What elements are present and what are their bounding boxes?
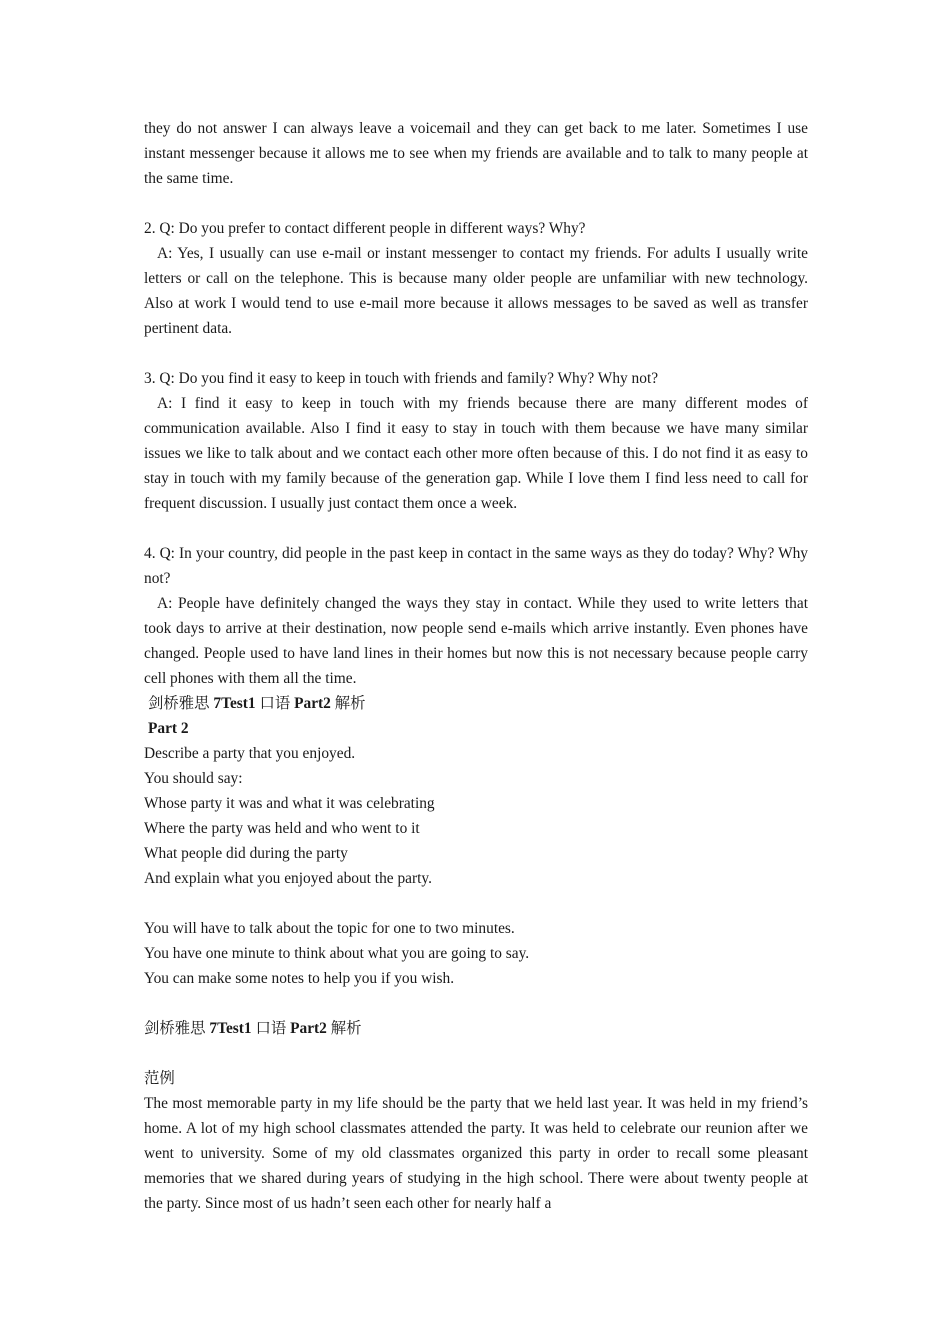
section-heading [144,691,808,716]
spacer [144,991,808,1016]
part2-instruction: You will have to talk about the topic for one to two minutes. [144,920,515,937]
q2-answer: A: Yes, I usually can use e-mail or instant messenger to contact my friends. For adults I usually write letters or call on the telephone. This is because many older people are unfamiliar with new technology. Also at work I would tend to use e-mail more because it allows messages to be saved as well as transfer pertinent data. [144,245,808,337]
heading-middle: 口语 [255,695,295,712]
heading-suffix: 解析 [330,695,366,712]
heading-prefix: 剑桥雅思 [144,1020,210,1037]
q4-answer: A: People have definitely changed the ways they stay in contact. While they used to write letters that took days to arrive at their destination, now people send e-mails which arrive instantly. Even phones have changed. People used to have land lines in their homes but now this is not necessary because people carry cell phones with them all the time. [144,595,808,687]
heading-middle: 口语 [251,1020,291,1037]
spacer [144,516,808,541]
part2-instruction: You can make some notes to help you if you wish. [144,970,455,987]
q2-question: 2. Q: Do you prefer to contact different people in different ways? Why? [144,220,586,237]
section-heading-repeat [144,1016,808,1041]
document-page [144,116,808,1216]
heading-bold-test: 7Test1 [209,1020,252,1037]
heading-bold-part: Part2 [290,1020,327,1037]
spacer [144,341,808,366]
q4-question: 4. Q: In your country, did people in the past keep in contact in the same ways as they do today? Why? Why not? [144,545,808,587]
heading-bold-part: Part2 [294,695,331,712]
sample-answer: The most memorable party in my life should be the party that we held last year. It was held in my friend’s home. A lot of my high school classmates attended the party. It was held to celebrate our reunion after we went to university. Some of my old classmates organized this party in order to recall some pleasant memories that we shared during years of studying in the high school. There were about twenty people at the party. Since most of us hadn’t seen each other for nearly half a [144,1095,808,1212]
spacer [144,191,808,216]
heading-prefix: 剑桥雅思 [148,695,214,712]
sample-label: 范例 [144,1070,175,1087]
heading-bold-test: 7Test1 [213,695,256,712]
part2-point: Where the party was held and who went to it [144,820,420,837]
part2-should-say: You should say: [144,770,243,787]
part2-point: What people did during the party [144,845,348,862]
part2-instruction: You have one minute to think about what you are going to say. [144,945,530,962]
part2-point: Whose party it was and what it was celebrating [144,795,435,812]
heading-suffix: 解析 [326,1020,362,1037]
part2-title: Part 2 [148,720,189,737]
q1-answer-continuation: they do not answer I can always leave a voicemail and they can get back to me later. Sometimes I use instant messenger because it allows me to see when my friends are available and to talk to many people at the same time. [144,120,808,187]
part2-point: And explain what you enjoyed about the party. [144,870,432,887]
part2-task: Describe a party that you enjoyed. [144,745,356,762]
q3-question: 3. Q: Do you find it easy to keep in touch with friends and family? Why? Why not? [144,370,659,387]
q3-answer: A: I find it easy to keep in touch with my friends because there are many different modes of communication available. Also I find it easy to stay in touch with them because we have many similar issues we like to talk about and we contact each other more often because of this. I do not find it as easy to stay in touch with my family because of the generation gap. While I love them I find less need to call for frequent discussion. I usually just contact them once a week. [144,395,808,512]
spacer [144,891,808,916]
spacer [144,1041,808,1066]
